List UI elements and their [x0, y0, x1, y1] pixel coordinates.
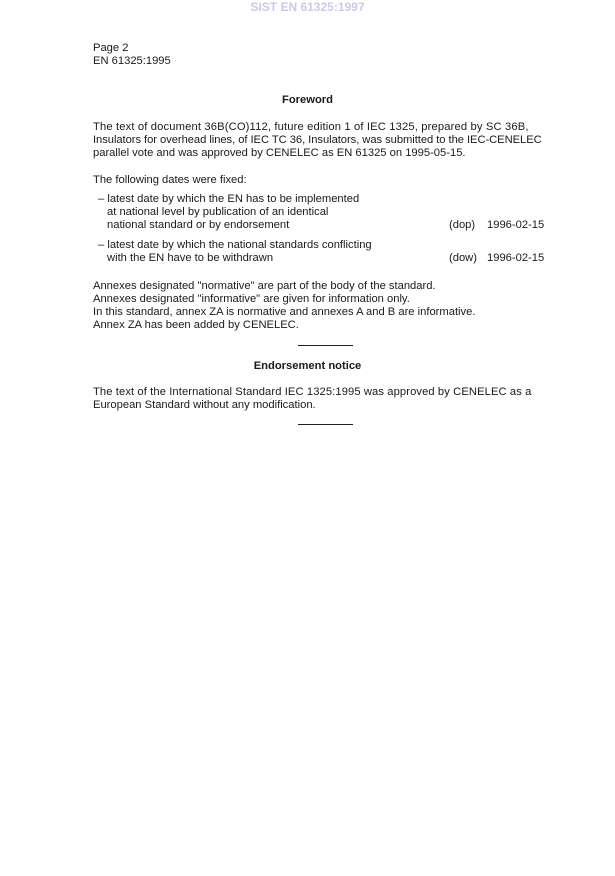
foreword-para-line: Insulators for overhead lines, of IEC TC 36, Insulators, was submitted to the IEC-CENELEC [93, 134, 542, 146]
foreword-title: Foreword [282, 94, 333, 106]
date-code: (dow) [449, 252, 477, 264]
section-divider [298, 345, 353, 346]
foreword-para-line: parallel vote and was approved by CENELEC as EN 61325 on 1995-05-15. [93, 147, 466, 159]
dates-intro: The following dates were fixed: [93, 174, 247, 186]
watermark: SIST EN 61325:1997 [250, 0, 365, 14]
date-item-line: national standard or by endorsement [107, 219, 290, 231]
date-item-line: – latest date by which the EN has to be implemented [98, 193, 360, 205]
date-value: 1996-02-15 [487, 219, 545, 231]
date-item-line: with the EN have to be withdrawn [107, 252, 274, 264]
endorsement-title: Endorsement notice [253, 360, 362, 372]
date-code: (dop) [449, 219, 476, 231]
annex-line: In this standard, annex ZA is normative and annexes A and B are informative. [93, 306, 476, 318]
document-id: EN 61325:1995 [93, 55, 171, 67]
annex-line: Annexes designated "normative" are part of the body of the standard. [93, 280, 436, 292]
date-item-line: – latest date by which the national standards conflicting [98, 239, 372, 251]
foreword-para-line: The text of document 36B(CO)112, future edition 1 of IEC 1325, prepared by SC 36B, [93, 121, 529, 133]
endorsement-para-line: The text of the International Standard IEC 1325:1995 was approved by CENELEC as a [93, 386, 532, 398]
section-divider [298, 424, 353, 425]
page-number: Page 2 [93, 42, 129, 54]
date-value: 1996-02-15 [487, 252, 545, 264]
annex-line: Annex ZA has been added by CENELEC. [93, 319, 299, 331]
annex-line: Annexes designated "informative" are given for information only. [93, 293, 410, 305]
endorsement-para-line: European Standard without any modification. [93, 399, 316, 411]
date-item-line: at national level by publication of an identical [107, 206, 329, 218]
